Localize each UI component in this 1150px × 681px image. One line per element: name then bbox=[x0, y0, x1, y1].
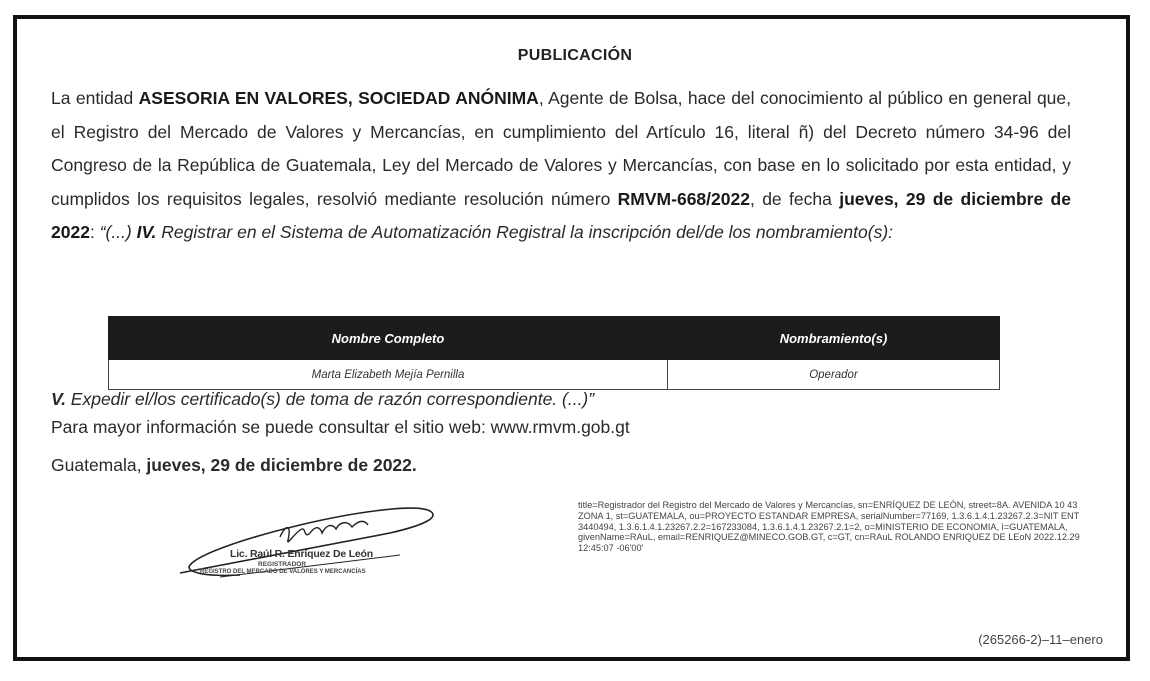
closing-quote-text: Expedir el/los certificado(s) de toma de razón correspondiente. (...)” bbox=[65, 389, 595, 409]
digital-signature-details: title=Registrador del Registro del Mercado de Valores y Mercancías, sn=ENRÍQUEZ DE LEÓN, street=8A. AVENIDA 10 43 ZONA 1, st=GUATEMALA, ou=PROYECTO ESTANDAR EMPRESA, serialNumber=77169, 1.3.6.1.4.1.23267.2.3=NIT ENT 3440494, 1.3.6.1.4.1.23267.2.2=167233084, 1.3.6.1.4.1.23267.2.1=2, o=MINISTERIO DE ECONOMIA, l=GUATEMALA, givenName=RAuL, email=RENRIQUEZ@MINECO.GOB.GT, c=GT, cn=RAuL ROLANDO ENRIQUEZ DE LEoN 2022.12.29 12:45:07 -06'00' bbox=[578, 500, 1080, 554]
page-title: PUBLICACIÓN bbox=[517, 47, 633, 64]
appointments-table bbox=[108, 316, 1000, 390]
quote-start: “(...) bbox=[99, 222, 137, 242]
entity-name: ASESORIA EN VALORES, SOCIEDAD ANÓNIMA bbox=[138, 88, 539, 108]
resolution-date: jueves, 29 de diciembre de 2022 bbox=[51, 188, 1071, 242]
closing-quote-number: V. bbox=[51, 389, 66, 409]
header-appointment: Nombramiento(s) bbox=[668, 317, 1000, 360]
body-text-2: , de fecha bbox=[749, 188, 840, 209]
quote-text: Registrar en el Sistema de Automatización Registral la inscripción del/de los nombramiento(s): bbox=[156, 222, 894, 242]
signer-office: REGISTRO DEL MERCADO DE VALORES Y MERCANCÍAS bbox=[200, 569, 366, 575]
table-row bbox=[109, 360, 1000, 390]
signer-name: Lic. Raúl R. Enríquez De León bbox=[230, 548, 373, 560]
info-line: Para mayor información se puede consultar el sitio web: www.rmvm.gob.gt bbox=[51, 417, 630, 437]
header-full-name: Nombre Completo bbox=[109, 317, 668, 360]
closing-quote bbox=[51, 389, 594, 410]
place: Guatemala, bbox=[51, 455, 147, 475]
cell-full-name: Marta Elizabeth Mejía Pernilla bbox=[109, 360, 668, 390]
body-text-1: , Agente de Bolsa, hace del conocimiento al público en general que, el Registro del Mercado de Valores y Mercancías, en cumplimiento del Artículo 16, literal ñ) del Decreto número 34-96 del Congreso de la República de Guatemala, Ley del Mercado de Valores y Mercancías, con base en lo solicitado por esta entidad, y cumplidos los requisitos legales, resolvió mediante resolución número bbox=[51, 88, 1072, 209]
quote-number: IV. bbox=[136, 222, 157, 242]
place-date: jueves, 29 de diciembre de 2022. bbox=[146, 455, 417, 475]
table-header-row bbox=[109, 317, 1000, 360]
cell-appointment: Operador bbox=[668, 360, 1000, 390]
resolution-number: RMVM-668/2022 bbox=[617, 188, 750, 209]
handwritten-signature bbox=[160, 495, 450, 590]
publication-body bbox=[51, 82, 1071, 250]
publication-code: (265266-2)–11–enero bbox=[978, 632, 1103, 647]
body-intro: La entidad bbox=[51, 88, 139, 108]
signer-role: REGISTRADOR bbox=[258, 561, 307, 568]
body-text-3: : bbox=[89, 222, 100, 242]
place-date-line bbox=[51, 455, 417, 476]
